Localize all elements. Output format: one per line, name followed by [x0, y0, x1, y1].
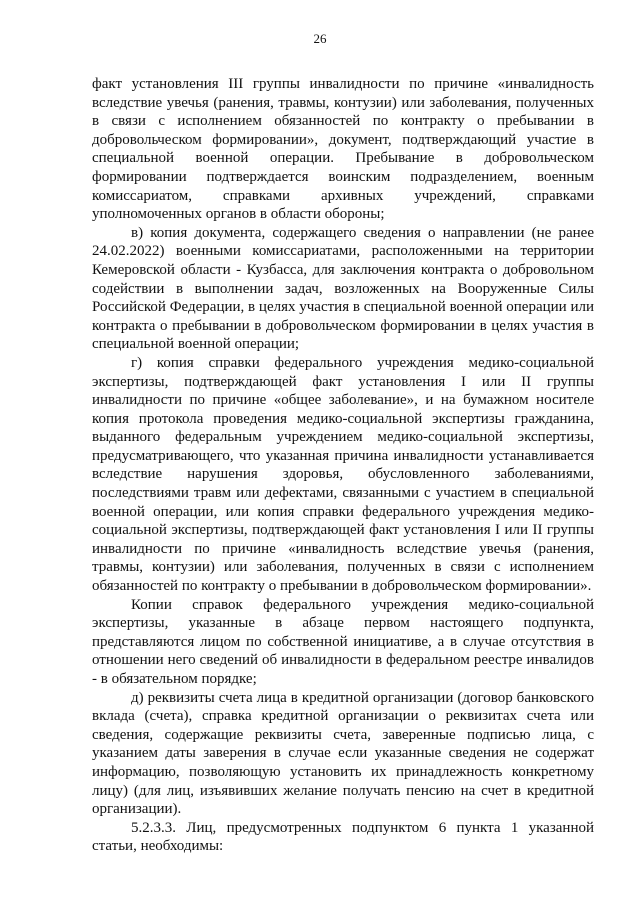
document-body — [92, 75, 594, 856]
paragraph-item-d: д) реквизиты счета лица в кредитной организации (договор банковского вклада (счета), справка кредитной организации о реквизитах счета или сведения, содержащие реквизиты счета, заверенные подписью лица, с указанием даты заверения в случае если указанные сведения не содержат информацию, позволяющую установить их принадлежность конкретному лицу) (для лиц, изъявивших желание получать пенсию на счет в кредитной организации). — [92, 689, 594, 818]
paragraph-copies-note: Копии справок федерального учреждения медико-социальной экспертизы, указанные в абзаце первом настоящего подпункта, представляются лицом по собственной инициативе, а в случае отсутствия в отношении него сведений об инвалидности в федеральном реестре инвалидов - в обязательном порядке; — [92, 596, 594, 687]
paragraph-item-g: г) копия справки федерального учреждения медико-социальной экспертизы, подтверждающей факт установления I или II группы инвалидности по причине «общее заболевание», и на бумажном носителе копия протокола проведения медико-социальной экспертизы гражданина, выданного федеральным учреждением медико-социальной экспертизы, предусматривающего, что указанная причина инвалидности устанавливается вследствие нарушения здоровья, обусловленного заболеваниями, последствиями травм или дефектами, связанными с участием в специальной военной операции, или копия справки федерального учреждения медико-социальной экспертизы, подтверждающей факт установления I или II группы инвалидности по причине «инвалидность вследствие увечья (ранения, травмы, контузии) или заболевания, полученных в связи с исполнением обязанностей по контракту о пребывании в добровольческом формировании». — [92, 354, 594, 595]
paragraph-continuation: факт установления III группы инвалидности по причине «инвалидность вследствие увечья (ранения, травмы, контузии) или заболевания, полученных в связи с исполнением обязанностей по контракту о пребывании в добровольческом формировании», документ, подтверждающий участие в специальной военной операции. Пребывание в добровольческом формировании подтверждается воинским подразделением, военным комиссариатом, справками архивных учреждений, справками уполномоченных органов в области обороны; — [92, 76, 594, 223]
page-number: 26 — [313, 31, 327, 46]
paragraph-item-v: в) копия документа, содержащего сведения о направлении (не ранее 24.02.2022) военными комиссариатами, расположенными на территории Кемеровской области - Кузбасса, для заключения контракта о добровольном содействии в выполнении задач, возложенных на Вооруженные Силы Российской Федерации, в целях участия в специальной военной операции или контракта о пребывании в добровольческом формировании в целях участия в специальной военной операции; — [92, 224, 594, 353]
paragraph-section-5-2-3-3: 5.2.3.3. Лиц, предусмотренных подпунктом 6 пункта 1 указанной статьи, необходимы: — [92, 819, 594, 855]
